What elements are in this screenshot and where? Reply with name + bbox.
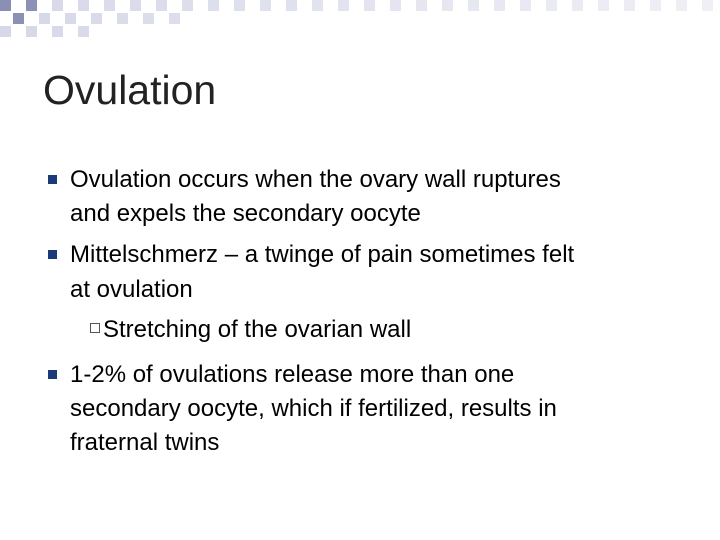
decorative-square <box>169 13 180 24</box>
square-bullet-icon <box>48 370 57 379</box>
decorative-square <box>364 0 375 11</box>
decorative-square <box>130 0 141 11</box>
decorative-square <box>442 0 453 11</box>
bullet-line: 1-2% of ovulations release more than one <box>70 361 515 388</box>
decorative-square <box>546 0 557 11</box>
bullet-line: Mittelschmerz – a twinge of pain sometimes felt <box>70 241 575 268</box>
decorative-square <box>104 0 115 11</box>
hollow-square-bullet-icon <box>90 323 100 333</box>
decorative-square <box>0 0 11 11</box>
decorative-square <box>312 0 323 11</box>
decorative-square <box>13 13 24 24</box>
decorative-square <box>416 0 427 11</box>
decorative-square <box>78 0 89 11</box>
decorative-square <box>26 26 37 37</box>
decorative-square <box>390 0 401 11</box>
decorative-square <box>208 0 219 11</box>
decorative-square <box>676 0 687 11</box>
decorative-square <box>338 0 349 11</box>
decorative-square <box>117 13 128 24</box>
square-bullet-icon <box>48 175 57 184</box>
bullet-line: secondary oocyte, which if fertilized, results in <box>70 395 557 422</box>
decorative-square <box>182 0 193 11</box>
decorative-square <box>26 0 37 11</box>
bullet-line: fraternal twins <box>70 429 220 456</box>
decorative-square <box>39 13 50 24</box>
bullet-line: and expels the secondary oocyte <box>70 200 421 227</box>
decorative-square <box>702 0 713 11</box>
sub-bullet-text: Stretching of the ovarian wall <box>103 316 412 343</box>
decorative-square <box>494 0 505 11</box>
square-bullet-icon <box>48 250 57 259</box>
slide-title: Ovulation <box>43 67 217 113</box>
decorative-square <box>286 0 297 11</box>
decorative-square <box>52 26 63 37</box>
decorative-square <box>624 0 635 11</box>
decorative-square <box>234 0 245 11</box>
bullet-line: Ovulation occurs when the ovary wall ruptures <box>70 166 561 193</box>
decorative-square <box>91 13 102 24</box>
decorative-square <box>78 26 89 37</box>
decorative-square <box>260 0 271 11</box>
decorative-square <box>650 0 661 11</box>
decorative-square <box>156 0 167 11</box>
decorative-square <box>0 26 11 37</box>
decorative-square <box>572 0 583 11</box>
decorative-square <box>65 13 76 24</box>
decorative-square <box>598 0 609 11</box>
bullet-line: at ovulation <box>70 276 193 303</box>
decorative-square <box>52 0 63 11</box>
decorative-square <box>468 0 479 11</box>
decorative-header-pattern <box>0 0 720 50</box>
decorative-square <box>143 13 154 24</box>
decorative-square <box>520 0 531 11</box>
